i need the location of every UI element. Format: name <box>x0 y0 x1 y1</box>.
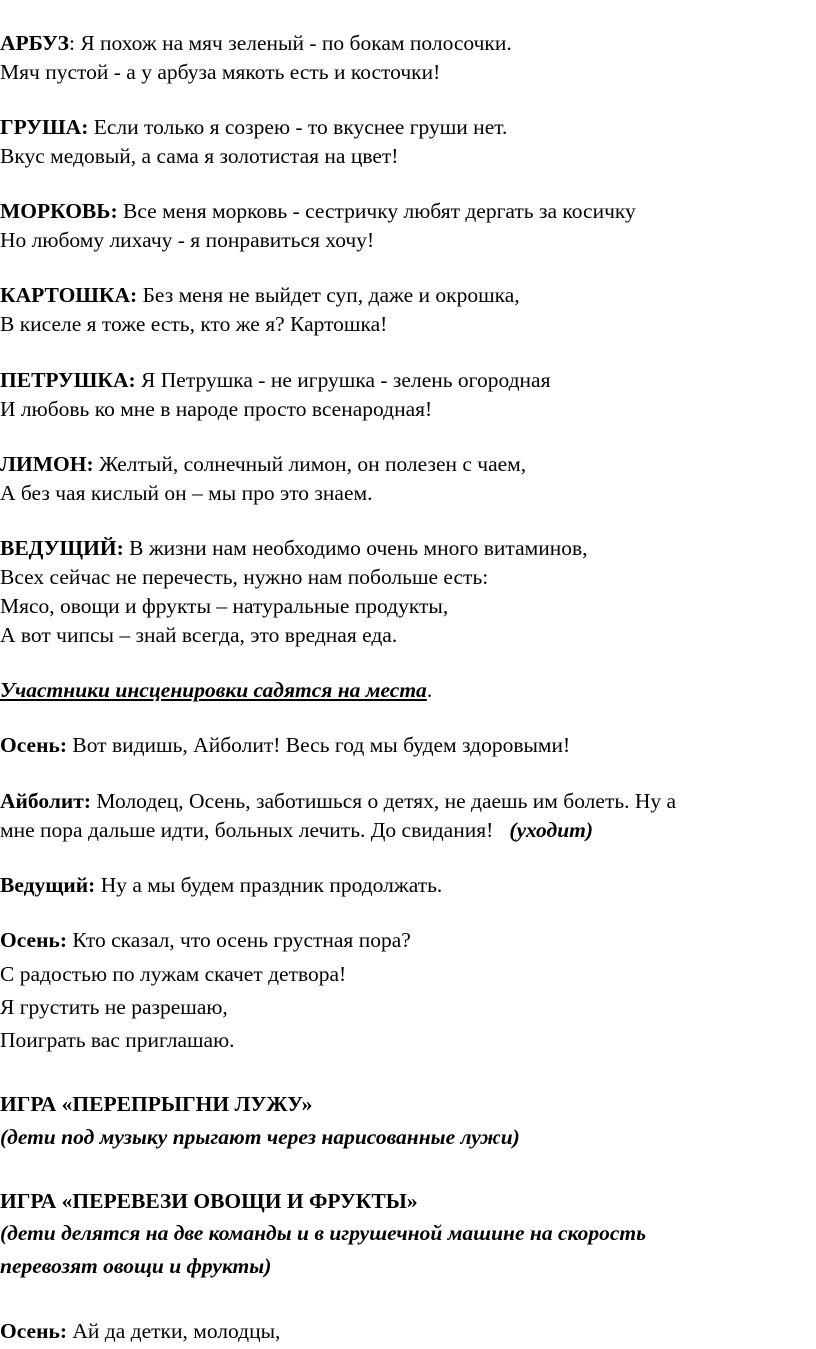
vedushchiy-line-3: Мясо, овощи и фрукты – натуральные продукты, <box>0 594 449 618</box>
game2-title: ИГРА «ПЕРЕВЕЗИ ОВОЩИ И ФРУКТЫ» <box>0 1189 418 1213</box>
stage-direction: Участники инсценировки садятся на места. <box>0 678 433 702</box>
osen2-line-3: Я грустить не разрешаю, <box>0 995 228 1019</box>
kartoshka-line-2: В киселе я тоже есть, кто же я? Картошка! <box>0 312 388 336</box>
osen-line-1: Осень: Вот видишь, Айболит! Весь год мы будем здоровыми! <box>0 733 571 757</box>
game1-title: ИГРА «ПЕРЕПРЫГНИ ЛУЖУ» <box>0 1092 313 1116</box>
speaker-kartoshka: КАРТОШКА: <box>0 283 138 307</box>
aybolit-line-2: мне пора дальше идти, больных лечить. До свидания! (уходит) <box>0 818 594 842</box>
vedushchiy-line-1: ВЕДУЩИЙ: В жизни нам необходимо очень много витаминов, <box>0 536 588 560</box>
arbuz-line-1: АРБУЗ: Я похож на мяч зеленый - по бокам полосочки. <box>0 31 512 55</box>
game1-note: (дети под музыку прыгают через нарисованные лужи) <box>0 1125 520 1149</box>
speaker-vedushchiy: ВЕДУЩИЙ: <box>0 536 124 560</box>
vedushchiy-line-4: А вот чипсы – знай всегда, это вредная еда. <box>0 623 398 647</box>
speaker-osen: Осень: <box>0 733 67 757</box>
limon-line-1: ЛИМОН: Желтый, солнечный лимон, он полезен с чаем, <box>0 452 527 476</box>
osen2-line-2: С радостью по лужам скачет детвора! <box>0 962 347 986</box>
aybolit-line-1: Айболит: Молодец, Осень, заботишься о детях, не даешь им болеть. Ну а <box>0 789 677 813</box>
osen2-line-1: Осень: Кто сказал, что осень грустная пора? <box>0 928 411 952</box>
morkov-line-1: МОРКОВЬ: Все меня морковь - сестричку любят дергать за косичку <box>0 199 636 223</box>
morkov-line-2: Но любому лихачу - я понравиться хочу! <box>0 228 375 252</box>
speaker-limon: ЛИМОН: <box>0 452 94 476</box>
speaker-osen-3: Осень: <box>0 1319 67 1343</box>
grusha-line-2: Вкус медовый, а сама я золотистая на цвет! <box>0 144 399 168</box>
game2-note-1: (дети делятся на две команды и в игрушечной машине на скорость <box>0 1221 646 1245</box>
speaker-osen-2: Осень: <box>0 928 67 952</box>
osen2-line-4: Поиграть вас приглашаю. <box>0 1028 235 1052</box>
speaker-vedushchiy-2: Ведущий: <box>0 873 96 897</box>
kartoshka-line-1: КАРТОШКА: Без меня не выйдет суп, даже и окрошка, <box>0 283 520 307</box>
vedushchiy2-line-1: Ведущий: Ну а мы будем праздник продолжать. <box>0 873 443 897</box>
speaker-grusha: ГРУША: <box>0 115 89 139</box>
speaker-aybolit: Айболит: <box>0 789 92 813</box>
speaker-arbuz: АРБУЗ <box>0 31 69 55</box>
game2-note-2: перевозят овощи и фрукты) <box>0 1254 272 1278</box>
osen3-line-1: Осень: Ай да детки, молодцы, <box>0 1319 281 1343</box>
grusha-line-1: ГРУША: Если только я созрею - то вкуснее груши нет. <box>0 115 508 139</box>
limon-line-2: А без чая кислый он – мы про это знаем. <box>0 481 373 505</box>
petrushka-line-2: И любовь ко мне в народе просто всенародная! <box>0 397 433 421</box>
speaker-petrushka: ПЕТРУШКА: <box>0 368 136 392</box>
arbuz-line-2: Мяч пустой - а у арбуза мякоть есть и косточки! <box>0 60 441 84</box>
petrushka-line-1: ПЕТРУШКА: Я Петрушка - не игрушка - зелень огородная <box>0 368 551 392</box>
aybolit-direction: (уходит) <box>509 818 594 842</box>
vedushchiy-line-2: Всех сейчас не перечесть, нужно нам побольше есть: <box>0 565 489 589</box>
speaker-morkov: МОРКОВЬ: <box>0 199 118 223</box>
